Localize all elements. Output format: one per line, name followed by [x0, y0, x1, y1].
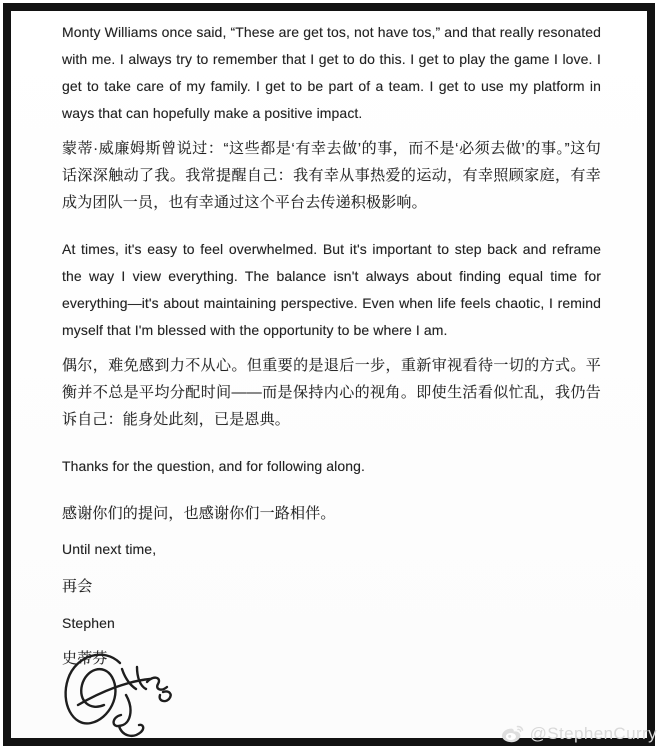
paragraph-closing-en: Until next time,: [62, 541, 157, 557]
paragraph-zh-2: 偶尔，难免感到力不从心。但重要的是退后一步，重新审视看待一切的方式。平衡并不总是平均分配时间——而是保持内心的视角。即使生活看似忙乱，我仍告诉自己：能身处此刻，已是恩典。: [62, 357, 601, 428]
weibo-watermark: [501, 724, 657, 744]
paragraph-en-1: Monty Williams once said, “These are get tos, not have tos,” and that really resonated with me. I always try to remember that I get to do this. I get to play the game I love. I get to take care of my family. I get to be part of a team. I get to use my platform in ways that can hopefully make a positive impact.: [62, 24, 601, 121]
signature: [50, 645, 180, 745]
weibo-icon: [501, 724, 525, 744]
signoff-name-en: Stephen: [62, 615, 115, 631]
paragraph-closing-zh: 再会: [62, 578, 93, 595]
signoff-name-zh: 史蒂芬: [62, 650, 108, 667]
paragraph-en-thanks: Thanks for the question, and for following along.: [62, 458, 365, 474]
watermark-handle: @StephenCurry: [529, 724, 657, 743]
paragraph-zh-thanks: 感谢你们的提问，也感谢你们一路相伴。: [62, 505, 336, 522]
paragraph-en-2: At times, it's easy to feel overwhelmed. But it's important to step back and reframe the way I view everything. The balance isn't always about finding equal time for everything—it's about maintaining perspective. Even when life feels chaotic, I remind myself that I'm blessed with the opportunity to be where I am.: [62, 241, 601, 338]
letter-frame: [3, 3, 655, 746]
paragraph-zh-1: 蒙蒂·威廉姆斯曾说过：“这些都是‘有幸去做’的事，而不是‘必须去做’的事。”这句话深深触动了我。我常提醒自己：我有幸从事热爱的运动，有幸照顾家庭，有幸成为团队一员，也有幸通过这个平台去传递积极影响。: [62, 140, 601, 211]
signature-scrawl: [50, 645, 180, 745]
